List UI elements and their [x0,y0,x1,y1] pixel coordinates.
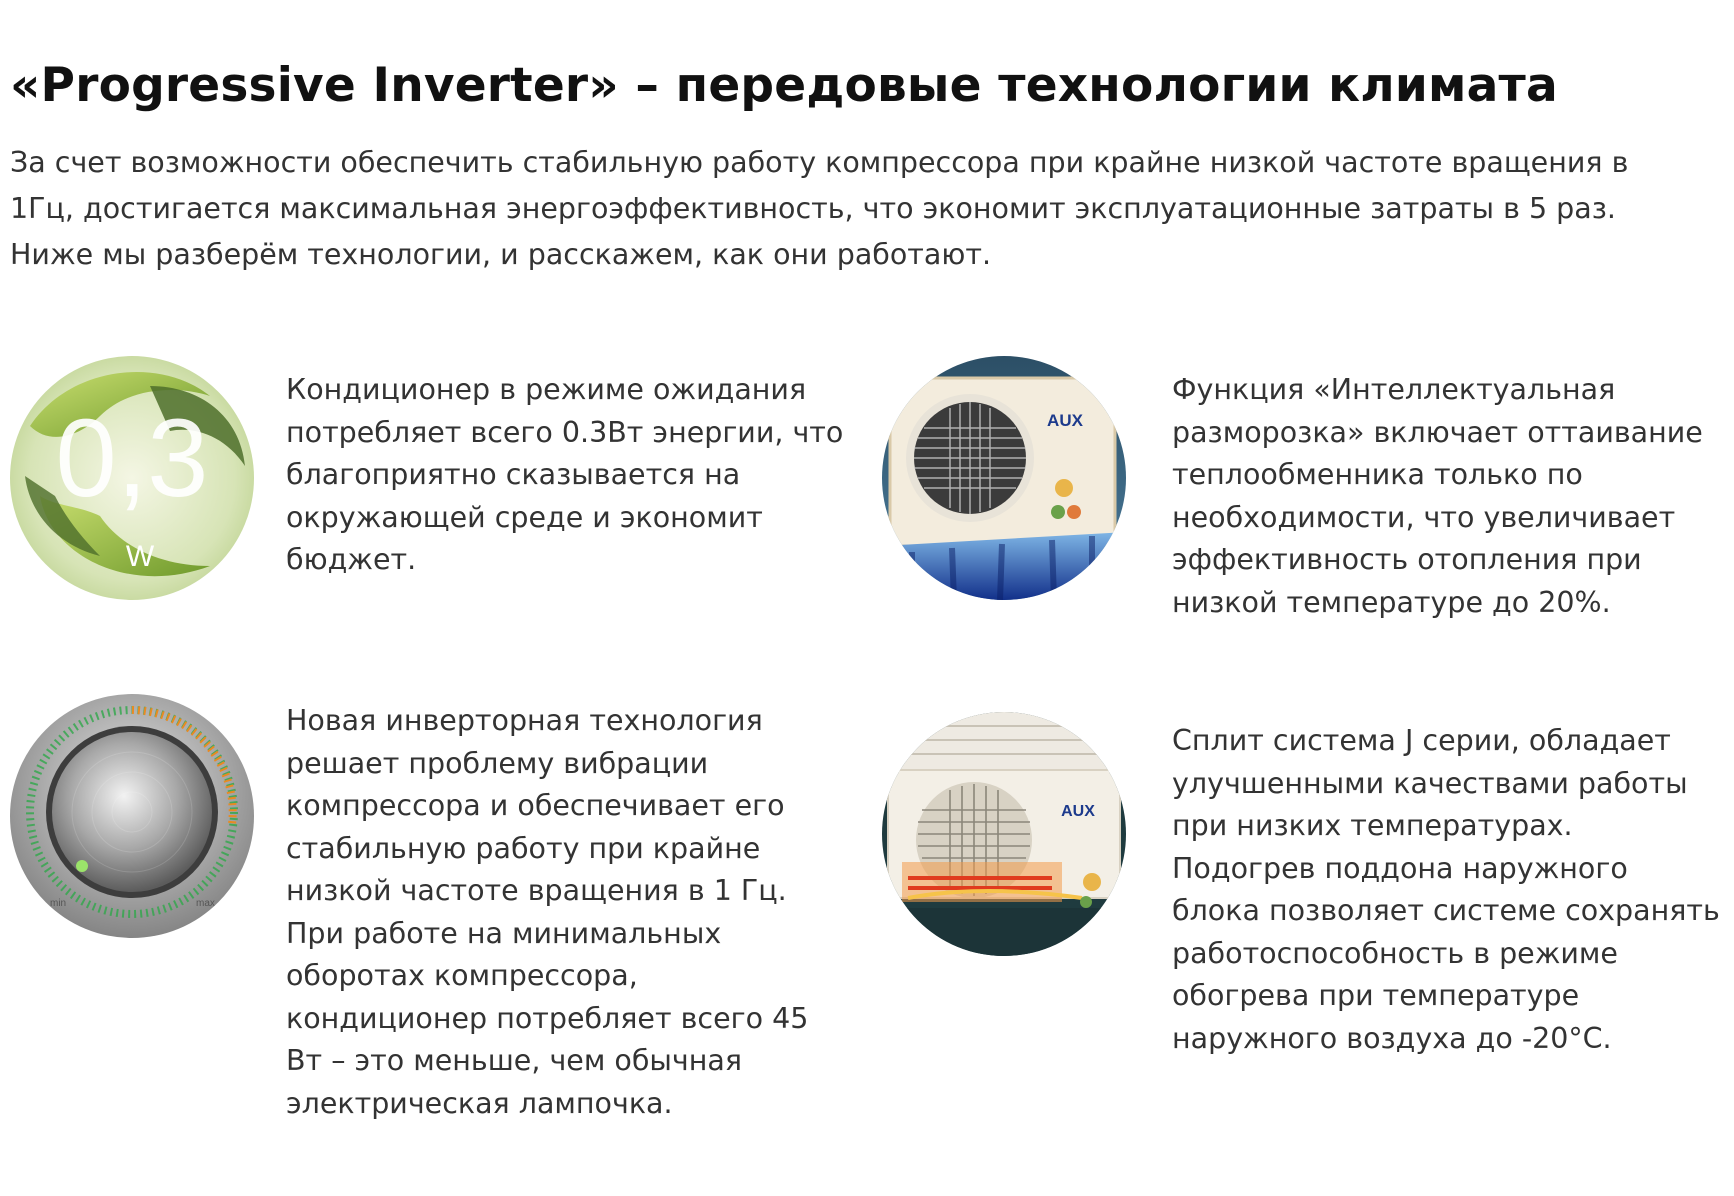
heated-tray-outdoor-unit-icon [882,712,1126,956]
leaf-standby-icon [10,356,254,600]
defrost-outdoor-unit-icon [882,356,1126,600]
brand-logo-aux-2: AUX [1061,803,1095,820]
page-title: «Progressive Inverter» – передовые технологии климата [10,58,1558,113]
feature-standby-text: Кондиционер в режиме ожидания потребляет всего 0.3Вт энергии, что благоприятно сказывается на окружающей среде и экономит бюджет. [286,373,844,576]
knob-min-label: min [50,898,67,909]
feature-heated-tray-text: Сплит система J серии, обладает улучшенными качествами работы при низких температурах. Подогрев поддона наружного блока позволяет системе сохранять работоспособность в режиме обогрева при температуре наружного воздуха до -20°С. [1172,724,1720,1055]
feature-inverter-text: Новая инверторная технология решает проблему вибрации компрессора и обеспечивает его стабильную работу при крайне низкой частоте вращения в 1 Гц. При работе на минимальных оборотах компрессора, кондиционер потребляет всего 45 Вт – это меньше, чем обычная электрическая лампочка. [286,704,809,1120]
intro-paragraph: За счет возможности обеспечить стабильную работу компрессора при крайне низкой частоте вращения в 1Гц, достигается максимальная энергоэффективность, что экономит эксплуатационные затраты в 5 раз. Ниже мы разберём технологии, и расскажем, как они работают. [10,146,1629,271]
inverter-knob-icon [10,694,254,938]
feature-defrost-text: Функция «Интеллектуальная разморозка» включает оттаивание теплообменника только по необходимости, что увеличивает эффективность отопления при низкой температуре до 20%. [1172,373,1703,619]
standby-value: 0,3 [55,397,209,520]
knob-max-label: max [196,898,215,909]
standby-unit: W [125,540,155,573]
brand-logo-aux: AUX [1047,411,1083,430]
